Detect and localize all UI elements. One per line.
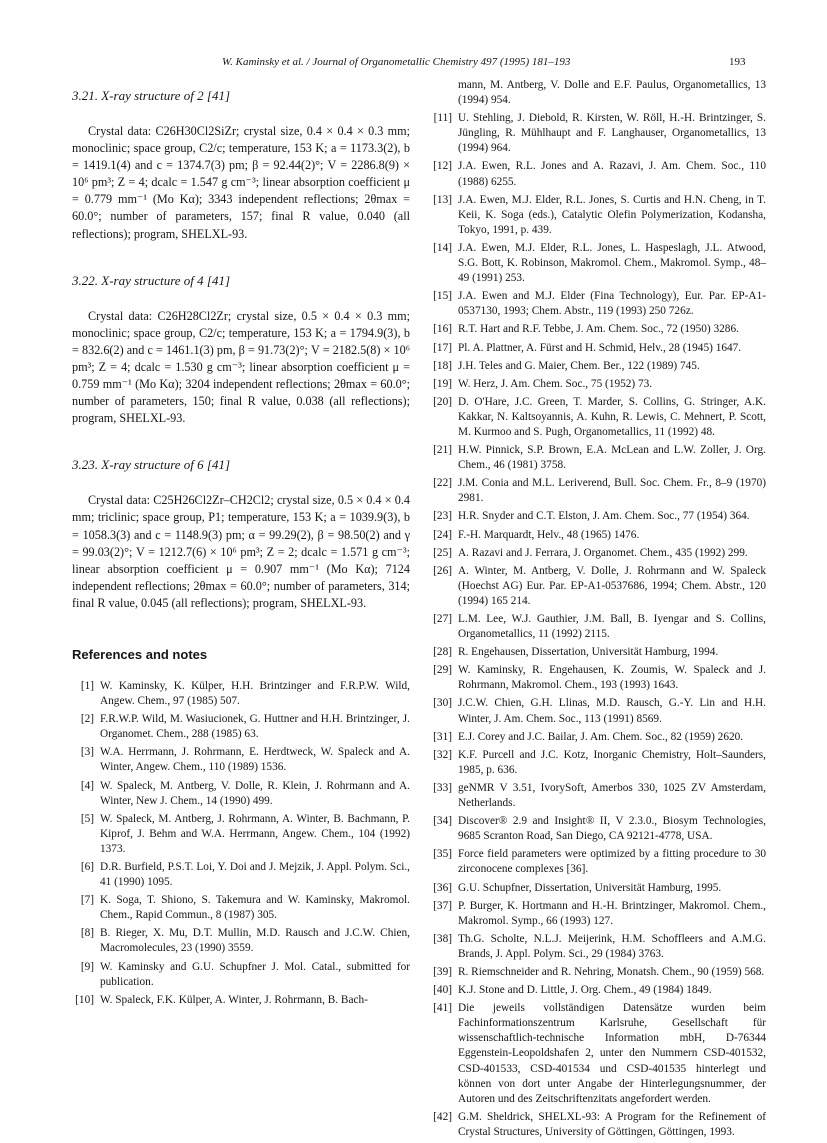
right-column [430, 78, 766, 1143]
reference-number: [14] [433, 241, 452, 254]
reference-item [430, 443, 766, 473]
reference-number: [2] [80, 713, 94, 726]
reference-number: [1] [80, 679, 94, 692]
reference-number: [40] [433, 984, 452, 997]
reference-text: H.R. Snyder and C.T. Elston, J. Am. Chem. Soc., 77 (1954) 364. [458, 510, 750, 523]
reference-text: Force field parameters were optimized by a fitting procedure to 30 zirconocene complexes [36]. [458, 848, 766, 876]
section-text-3-23: Crystal data: C25H26Cl2Zr–CH2Cl2; crystal size, 0.5 × 0.4 × 0.4 mm; triclinic; space group, P1; temperature, 153 K; a = 1039.9(3), b = 1058.3(3) and c = 1148.9(3) pm; α = 99.29(2), β = 98.50(2) and γ = 99.03(2)°; V = 1212.7(6) × 10⁶ pm³; Z = 2; dcalc = 1.571 g cm⁻³; linear absorption coefficient μ = 0.907 mm⁻¹ (Mo Kα); 7124 independent reflections; 2θmax = 60.0°; number of parameters, 314; final R value, 0.045 (all reflections); program, SHELXL-93. [72, 493, 410, 610]
reference-text: J.H. Teles and G. Maier, Chem. Ber., 122 (1989) 745. [458, 359, 700, 372]
reference-text: Discover® 2.9 and Insight® II, V 2.3.0., Biosym Technologies, 9685 Scranton Road, San Diego, CA 92121-4778, USA. [458, 815, 766, 843]
reference-item [430, 932, 766, 962]
reference-item [430, 781, 766, 811]
reference-item [430, 645, 766, 660]
reference-text: D.R. Burfield, P.S.T. Loi, Y. Doi and J. Mejzik, J. Appl. Polym. Sci., 41 (1990) 1095. [100, 861, 410, 889]
reference-text: W. Kaminsky, K. Külper, H.H. Brintzinger and F.R.P.W. Wild, Angew. Chem., 97 (1985) 507. [100, 679, 410, 708]
reference-number: [37] [433, 899, 452, 912]
reference-item [72, 712, 410, 742]
reference-number: [26] [433, 564, 452, 577]
reference-number: [28] [433, 646, 452, 659]
reference-text: E.J. Corey and J.C. Bailar, J. Am. Chem. Soc., 82 (1959) 2620. [458, 730, 744, 743]
reference-text: J.A. Ewen, M.J. Elder, R.L. Jones, S. Curtis and H.N. Cheng, in T. Keii, K. Soga (eds.), Catalytic Olefin Polymerization, Kodansha, Tokyo, 1991, p. 439. [458, 193, 766, 236]
journal-line: W. Kaminsky et al. / Journal of Organometallic Chemistry 497 (1995) 181–193 [222, 56, 571, 68]
reference-text: J.M. Conia and M.L. Leriverend, Bull. Soc. Chem. Fr., 8–9 (1970) 2981. [458, 477, 766, 505]
reference-item [430, 289, 766, 319]
reference-number: [30] [433, 697, 452, 710]
reference-item [72, 993, 410, 1008]
reference-item [430, 983, 766, 998]
section-heading-3-23: 3.23. X-ray structure of 6 [41] [72, 457, 231, 473]
reference-number: [38] [433, 932, 452, 945]
reference-number: [16] [433, 323, 452, 336]
reference-item [72, 745, 410, 775]
reference-item [430, 1001, 766, 1107]
reference-item [430, 899, 766, 929]
reference-number: [23] [433, 510, 452, 523]
reference-item [72, 893, 410, 923]
reference-item [72, 679, 410, 709]
reference-number: [25] [433, 546, 452, 559]
reference-text: J.A. Ewen, M.J. Elder, R.L. Jones, L. Haspeslagh, J.L. Atwood, S.G. Bott, K. Robinson, Makromol. Chem., Makromol. Symp., 48–49 (1991) 253. [458, 241, 766, 285]
reference-text: D. O'Hare, J.C. Green, T. Marder, S. Collins, G. Stringer, A.K. Kakkar, N. Kaltsoyannis, A. Kuhn, R. Lewis, C. Mehnert, P. Scott, M. Kurmoo and S. Pugh, Organometallics, 11 (1992) 48. [458, 395, 766, 438]
reference-item [430, 159, 766, 189]
reference-item [430, 476, 766, 506]
reference-number: [29] [433, 664, 452, 677]
reference-text: A. Winter, M. Antberg, V. Dolle, J. Rohrmann and W. Spaleck (Hoechst AG) Eur. Par. EP-A1-0537686, 1994; Chem. Abstr., 120 (1994) 165 214. [458, 564, 766, 607]
reference-number: [33] [433, 781, 452, 794]
reference-number: [35] [433, 848, 452, 861]
reference-number: [39] [433, 965, 452, 978]
reference-item [430, 377, 766, 392]
reference-item [430, 322, 766, 337]
reference-text: Th.G. Scholte, N.L.J. Meijerink, H.M. Schoffleers and A.M.G. Brands, J. Appl. Polym. Sci., 29 (1984) 3763. [458, 932, 766, 960]
reference-text: K.F. Purcell and J.C. Kotz, Inorganic Chemistry, Holt–Saunders, 1985, p. 636. [458, 748, 766, 776]
reference-number: [12] [433, 160, 452, 173]
reference-number: [19] [433, 377, 452, 390]
reference-item [430, 748, 766, 778]
reference-text: geNMR V 3.51, IvorySoft, Amerbos 330, 1025 ZV Amsterdam, Netherlands. [458, 781, 766, 810]
reference-text: W. Spaleck, M. Antberg, J. Rohrmann, A. Winter, B. Bachmann, P. Kiprof, J. Behm and W.A. Herrmann, Angew. Chem., 104 (1992) 1373. [100, 812, 410, 855]
reference-text: W.A. Herrmann, J. Rohrmann, E. Herdtweck, W. Spaleck and A. Winter, Angew. Chem., 110 (1989) 1536. [100, 746, 410, 774]
section-heading-3-21: 3.21. X-ray structure of 2 [41] [72, 88, 231, 103]
section-heading-3-22: 3.22. X-ray structure of 4 [41] [72, 272, 231, 288]
reference-item [430, 696, 766, 726]
reference-number: [42] [433, 1110, 452, 1123]
reference-number: [22] [433, 477, 452, 490]
reference-item [430, 395, 766, 440]
reference-item [430, 847, 766, 877]
reference-item [430, 359, 766, 374]
reference-number: [27] [433, 613, 452, 625]
references-heading: References and notes [72, 646, 208, 662]
reference-text: J.A. Ewen, R.L. Jones and A. Razavi, J. Am. Chem. Soc., 110 (1988) 6255. [458, 160, 766, 188]
reference-item [430, 341, 766, 356]
reference-text: K. Soga, T. Shiono, S. Takemura and W. Kaminsky, Makromol. Chem., Rapid Commun., 8 (1987) 305. [100, 894, 410, 922]
reference-text: L.M. Lee, W.J. Gauthier, J.M. Ball, B. Iyengar and S. Collins, Organometallics, 11 (1992) 2115. [458, 613, 766, 641]
reference-text: U. Stehling, J. Diebold, R. Kirsten, W. Röll, H.-H. Brintzinger, S. Jüngling, R. Mühlhaupt and F. Langhauser, Organometallics, 13 (1994) 964. [458, 112, 766, 155]
reference-number: [20] [433, 395, 452, 408]
reference-number: [7] [80, 894, 94, 907]
reference-list-left [72, 679, 410, 1008]
reference-number: [13] [433, 193, 452, 206]
reference-item [430, 965, 766, 980]
reference-number: [36] [433, 881, 452, 894]
reference-item [72, 926, 410, 956]
reference-item [72, 779, 410, 809]
reference-number: [3] [80, 746, 94, 759]
running-header [0, 56, 827, 74]
section-text-3-21: Crystal data: C26H30Cl2SiZr; crystal size, 0.4 × 0.4 × 0.3 mm; monoclinic; space group, C2/c; temperature, 153 K; a = 1173.3(2), b = 1419.1(4) and c = 1374.7(3) pm; β = 92.44(2)°; V = 2286.8(9) × 10⁶ pm³; Z = 4; dcalc = 1.547 g cm⁻³; linear absorption coefficient μ = 0.779 mm⁻¹ (Mo Kα); 3343 independent reflections; 2θmax = 60.0°; number of parameters, 157; final R value, 0.040 (all reflections); program, SHELXL-93. [72, 124, 410, 241]
reference-text: A. Razavi and J. Ferrara, J. Organomet. Chem., 435 (1992) 299. [458, 546, 748, 559]
reference-number: [10] [75, 993, 94, 1006]
reference-item [430, 730, 766, 745]
reference-number: [6] [80, 861, 94, 873]
reference-text: W. Herz, J. Am. Chem. Soc., 75 (1952) 73. [458, 377, 653, 390]
reference-list-right [430, 111, 766, 1140]
reference-text: W. Kaminsky, R. Engehausen, K. Zoumis, W. Spaleck and J. Rohrmann, Makromol. Chem., 193 (1993) 1643. [458, 664, 766, 692]
reference-item [72, 812, 410, 857]
reference-item [72, 960, 410, 990]
reference-item [430, 546, 766, 561]
reference-text: F.-H. Marquardt, Helv., 48 (1965) 1476. [458, 528, 640, 541]
left-column [72, 88, 410, 1011]
reference-text: G.U. Schupfner, Dissertation, Universität Hamburg, 1995. [458, 881, 722, 894]
reference-item [430, 814, 766, 844]
reference-number: [31] [433, 730, 452, 743]
reference-text: K.J. Stone and D. Little, J. Org. Chem., 49 (1984) 1849. [458, 984, 712, 997]
reference-item [72, 860, 410, 890]
reference-number: [15] [433, 290, 452, 303]
reference-text: G.M. Sheldrick, SHELXL-93: A Program for the Refinement of Crystal Structures, University of Göttingen, Göttingen, 1993. [458, 1110, 766, 1138]
reference-item [430, 663, 766, 693]
reference-text: J.C.W. Chien, G.H. Llinas, M.D. Rausch, G.-Y. Lin and H.H. Winter, J. Am. Chem. Soc., 113 (1991) 8569. [458, 697, 766, 725]
reference-text: H.W. Pinnick, S.P. Brown, E.A. McLean and L.W. Zoller, J. Org. Chem., 46 (1981) 3758. [458, 444, 766, 472]
reference-text: F.R.W.P. Wild, M. Wasiucionek, G. Huttner and H.H. Brintzinger, J. Organomet. Chem., 288 (1985) 63. [100, 713, 410, 741]
reference-item [430, 528, 766, 543]
reference-number: [4] [80, 779, 94, 792]
reference-text: P. Burger, K. Hortmann and H.-H. Brintzinger, Makromol. Chem., Makromol. Symp., 66 (1993) 127. [458, 899, 766, 927]
reference-number: [24] [433, 528, 452, 541]
reference-number: [34] [433, 815, 452, 828]
reference-item [430, 881, 766, 896]
reference-continuation: mann, M. Antberg, V. Dolle and E.F. Paulus, Organometallics, 13 (1994) 954. [458, 79, 766, 107]
reference-number: [32] [433, 748, 452, 761]
reference-item [430, 241, 766, 286]
reference-text: W. Spaleck, M. Antberg, V. Dolle, R. Klein, J. Rohrmann and A. Winter, New J. Chem., 14 (1990) 499. [100, 779, 410, 807]
reference-text: Pl. A. Plattner, A. Fürst and H. Schmid, Helv., 28 (1945) 1647. [458, 341, 742, 354]
reference-text: W. Spaleck, F.K. Külper, A. Winter, J. Rohrmann, B. Bach- [100, 993, 368, 1006]
reference-text: W. Kaminsky and G.U. Schupfner J. Mol. Catal., submitted for publication. [100, 960, 410, 988]
reference-text: J.A. Ewen and M.J. Elder (Fina Technology), Eur. Par. EP-A1-0537130, 1993; Chem. Abstr., 119 (1993) 250 726z. [458, 290, 766, 318]
reference-number: [11] [433, 112, 452, 125]
reference-number: [17] [433, 341, 452, 354]
section-text-3-22: Crystal data: C26H28Cl2Zr; crystal size, 0.5 × 0.4 × 0.3 mm; monoclinic; space group, C2/c; temperature, 153 K; a = 1794.9(3), b = 832.6(2) and c = 1461.1(3) pm, β = 91.73(2)°; V = 2182.5(8) × 10⁶ pm³; Z = 4; dcalc = 1.530 g cm⁻³; linear absorption coefficient μ = 0.759 mm⁻¹ (Mo Kα); 3204 independent reflections; 2θmax = 60.0°; number of parameters, 150; final R value, 0.038 (all reflections); program, SHELXL-93. [72, 308, 410, 426]
reference-item [430, 111, 766, 156]
reference-number: [18] [433, 359, 452, 372]
reference-number: [8] [80, 927, 94, 940]
reference-number: [21] [433, 444, 452, 457]
reference-text: R. Riemschneider and R. Nehring, Monatsh. Chem., 90 (1959) 568. [458, 965, 765, 978]
reference-number: [9] [80, 960, 94, 973]
reference-text: R.T. Hart and R.F. Tebbe, J. Am. Chem. Soc., 72 (1950) 3286. [458, 323, 739, 336]
reference-number: [41] [433, 1002, 452, 1015]
reference-text: B. Rieger, X. Mu, D.T. Mullin, M.D. Rausch and J.C.W. Chien, Macromolecules, 23 (1990) 3559. [100, 927, 410, 955]
reference-number: [5] [80, 812, 94, 825]
reference-text: R. Engehausen, Dissertation, Universität Hamburg, 1994. [458, 646, 719, 659]
reference-item [430, 1110, 766, 1140]
reference-item [430, 193, 766, 238]
reference-item [430, 564, 766, 609]
reference-text: Die jeweils vollständigen Datensätze wurden beim Fachinformationszentrum Karlsruhe, Gesellschaft für wissenschaftlich-technische Information mbH, D-76344 Eggenstein-Leopoldshafen 2, unter den Nummern CSD-401532, CSD-401533, CSD-401534 und CSD-401535 hinterlegt und können von dort unter Angabe der Hinterlegungsnummer, der Autoren und des Zeitschriftenzitats angefordert werden. [458, 1002, 766, 1105]
reference-item [430, 509, 766, 524]
reference-item [430, 612, 766, 642]
page-number: 193 [729, 56, 746, 68]
